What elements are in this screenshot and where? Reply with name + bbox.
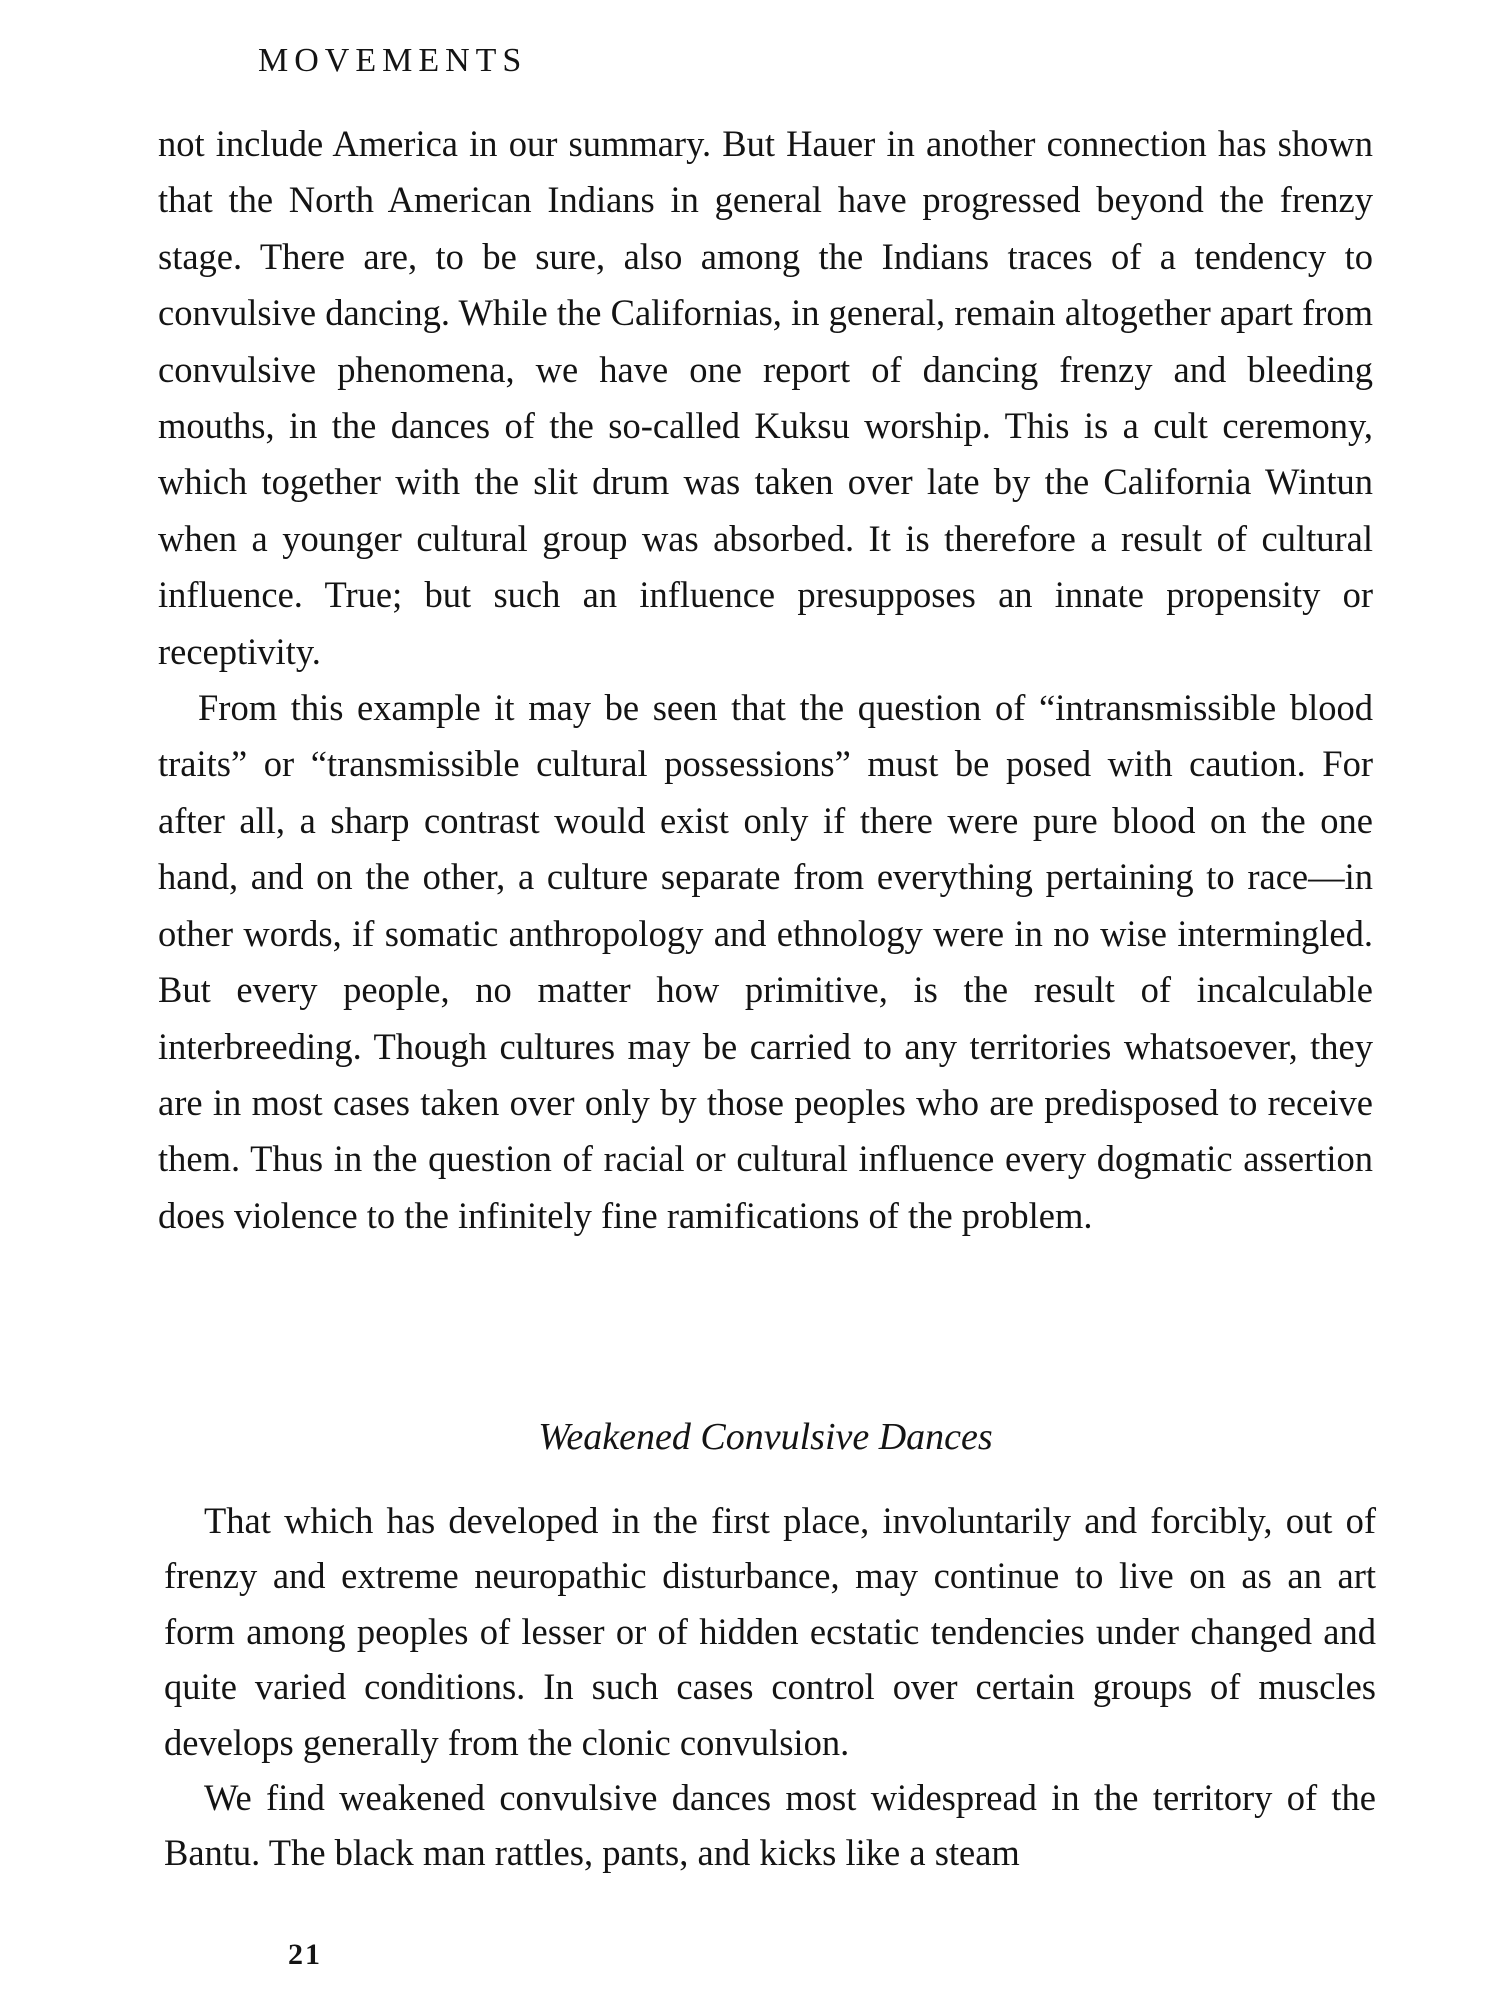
paragraph: From this example it may be seen that the question of “intransmissible blood traits” or “transmissible cultural possessions” must be posed with caution. For after all, a sharp contrast would exist only if there were pure blood on the one hand, and on the other, a culture separate from everything pertaining to race—in other words, if somatic anthropology and ethnology were in no wise intermingled. But every people, no matter how primitive, is the result of incalculable interbreeding. Though cultures may be carried to any territories whatsoever, they are in most cases taken over only by those peoples who are predisposed to receive them. Thus in the question of racial or cultural influence every dogmatic assertion does violence to the infinitely fine ramifications of the problem.: [158, 687, 1373, 1236]
page-number: 21: [288, 1938, 322, 1971]
paragraph-continued: not include America in our summary. But Hauer in another connection has shown that the North American Indians in general have progressed beyond the frenzy stage. There are, to be sure, also among the Indians traces of a tendency to convulsive dancing. While the Californias, in general, remain altogether apart from convulsive phenomena, we have one report of dancing frenzy and bleeding mouths, in the dances of the so-called Kuksu worship. This is a cult ceremony, which together with the slit drum was taken over late by the California Wintun when a younger cultural group was absorbed. It is therefore a result of cultural influence. True; but such an influence presupposes an innate propensity or receptivity.: [158, 123, 1373, 672]
paragraph: That which has developed in the first place, involuntarily and forcibly, out of frenzy and extreme neuropathic disturbance, may continue to live on as an art form among peoples of lesser or of hidden ecstatic tendencies under changed and quite varied conditions. In such cases control over certain groups of muscles develops generally from the clonic convulsion.: [164, 1500, 1376, 1763]
paragraph: We find weakened convulsive dances most widespread in the territory of the Bantu. The black man rattles, pants, and kicks like a steam: [164, 1777, 1376, 1874]
running-head: MOVEMENTS: [258, 42, 528, 79]
main-text-block: [158, 116, 1373, 1244]
section-text-block: [164, 1493, 1376, 1881]
section-heading: Weakened Convulsive Dances: [538, 1416, 993, 1458]
